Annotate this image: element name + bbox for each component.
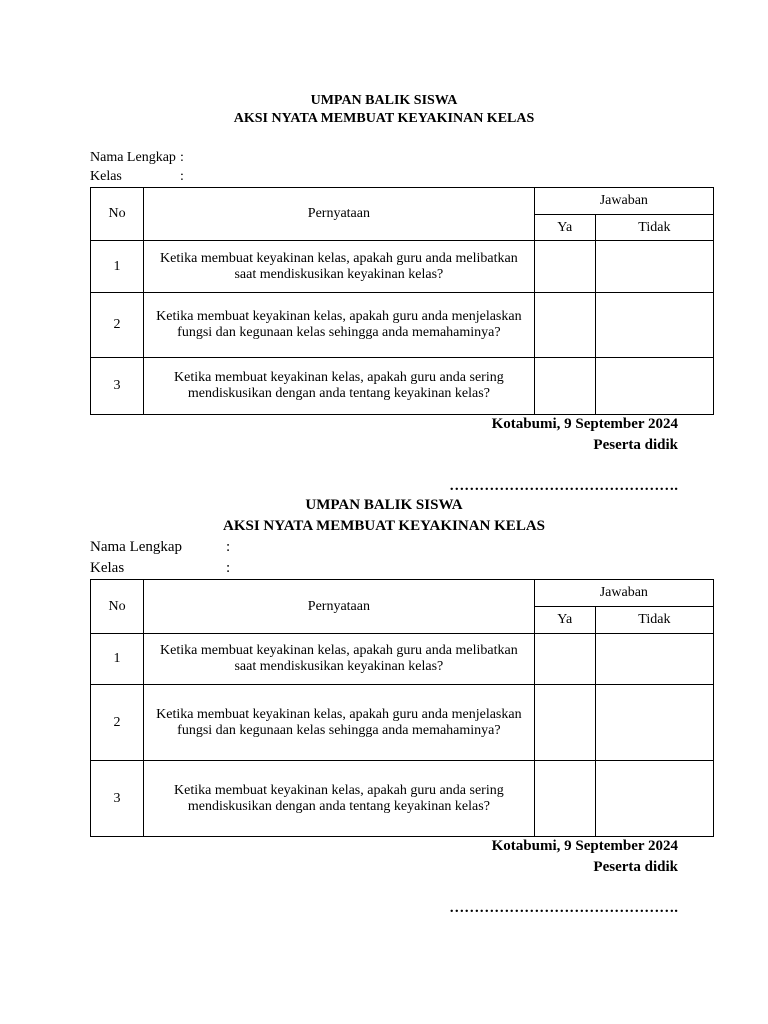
header-yes: Ya bbox=[534, 607, 595, 634]
header-statement: Pernyataan bbox=[144, 188, 535, 241]
answer-yes-cell[interactable] bbox=[534, 293, 595, 358]
header-no: No bbox=[91, 580, 144, 634]
row-statement: Ketika membuat keyakinan kelas, apakah guru anda sering mendiskusikan dengan anda tentang keyakinan kelas? bbox=[144, 761, 535, 837]
place-date: Kotabumi, 9 September 2024 bbox=[491, 416, 678, 432]
feedback-table bbox=[90, 579, 714, 837]
form-title-line2: AKSI NYATA MEMBUAT KEYAKINAN KELAS bbox=[233, 111, 535, 126]
row-statement: Ketika membuat keyakinan kelas, apakah guru anda menjelaskan fungsi dan kegunaan kelas sehingga anda memahaminya? bbox=[144, 685, 535, 761]
header-statement: Pernyataan bbox=[144, 580, 535, 634]
table-row bbox=[91, 761, 714, 837]
class-colon: : bbox=[226, 560, 231, 576]
row-statement: Ketika membuat keyakinan kelas, apakah guru anda melibatkan saat mendiskusikan keyakinan kelas? bbox=[144, 634, 535, 685]
header-yes: Ya bbox=[534, 215, 595, 241]
full-name-label: Nama Lengkap bbox=[90, 150, 176, 165]
answer-yes-cell[interactable] bbox=[534, 685, 595, 761]
row-number: 2 bbox=[91, 685, 144, 761]
answer-no-cell[interactable] bbox=[595, 241, 713, 293]
row-statement: Ketika membuat keyakinan kelas, apakah guru anda menjelaskan fungsi dan kegunaan kelas sehingga anda memahaminya? bbox=[144, 293, 535, 358]
answer-no-cell[interactable] bbox=[595, 761, 713, 837]
signer-role: Peserta didik bbox=[593, 859, 678, 875]
full-name-field bbox=[90, 539, 231, 556]
full-name-field bbox=[90, 150, 184, 166]
header-answer: Jawaban bbox=[534, 580, 713, 607]
answer-yes-cell[interactable] bbox=[534, 241, 595, 293]
class-label: Kelas bbox=[90, 560, 125, 576]
answer-yes-cell[interactable] bbox=[534, 761, 595, 837]
signer-role: Peserta didik bbox=[593, 437, 678, 453]
place-date: Kotabumi, 9 September 2024 bbox=[491, 838, 678, 854]
feedback-table bbox=[90, 187, 714, 415]
signature-line: ………………………………………. bbox=[449, 478, 678, 494]
table-row bbox=[91, 241, 714, 293]
form-title-line1: UMPAN BALIK SISWA bbox=[305, 497, 463, 513]
form-title-line2: AKSI NYATA MEMBUAT KEYAKINAN KELAS bbox=[222, 518, 545, 534]
full-name-label: Nama Lengkap bbox=[90, 539, 183, 555]
signature-line: ………………………………………. bbox=[449, 900, 678, 916]
row-statement: Ketika membuat keyakinan kelas, apakah guru anda melibatkan saat mendiskusikan keyakinan kelas? bbox=[144, 241, 535, 293]
answer-no-cell[interactable] bbox=[595, 634, 713, 685]
table-row bbox=[91, 293, 714, 358]
full-name-colon: : bbox=[180, 150, 184, 165]
answer-yes-cell[interactable] bbox=[534, 634, 595, 685]
class-colon: : bbox=[180, 169, 184, 184]
full-name-colon: : bbox=[226, 539, 231, 555]
header-no-answer: Tidak bbox=[595, 215, 713, 241]
row-number: 3 bbox=[91, 761, 144, 837]
row-statement: Ketika membuat keyakinan kelas, apakah guru anda sering mendiskusikan dengan anda tentang keyakinan kelas? bbox=[144, 358, 535, 415]
row-number: 1 bbox=[91, 241, 144, 293]
answer-no-cell[interactable] bbox=[595, 685, 713, 761]
answer-yes-cell[interactable] bbox=[534, 358, 595, 415]
class-label: Kelas bbox=[90, 169, 122, 184]
class-field bbox=[90, 169, 184, 185]
header-no-answer: Tidak bbox=[595, 607, 713, 634]
form-title-line1: UMPAN BALIK SISWA bbox=[310, 93, 458, 108]
row-number: 1 bbox=[91, 634, 144, 685]
table-row bbox=[91, 685, 714, 761]
header-answer: Jawaban bbox=[534, 188, 713, 215]
table-row bbox=[91, 358, 714, 415]
class-field bbox=[90, 560, 231, 577]
row-number: 2 bbox=[91, 293, 144, 358]
row-number: 3 bbox=[91, 358, 144, 415]
answer-no-cell[interactable] bbox=[595, 358, 713, 415]
answer-no-cell[interactable] bbox=[595, 293, 713, 358]
table-row bbox=[91, 634, 714, 685]
header-no: No bbox=[91, 188, 144, 241]
